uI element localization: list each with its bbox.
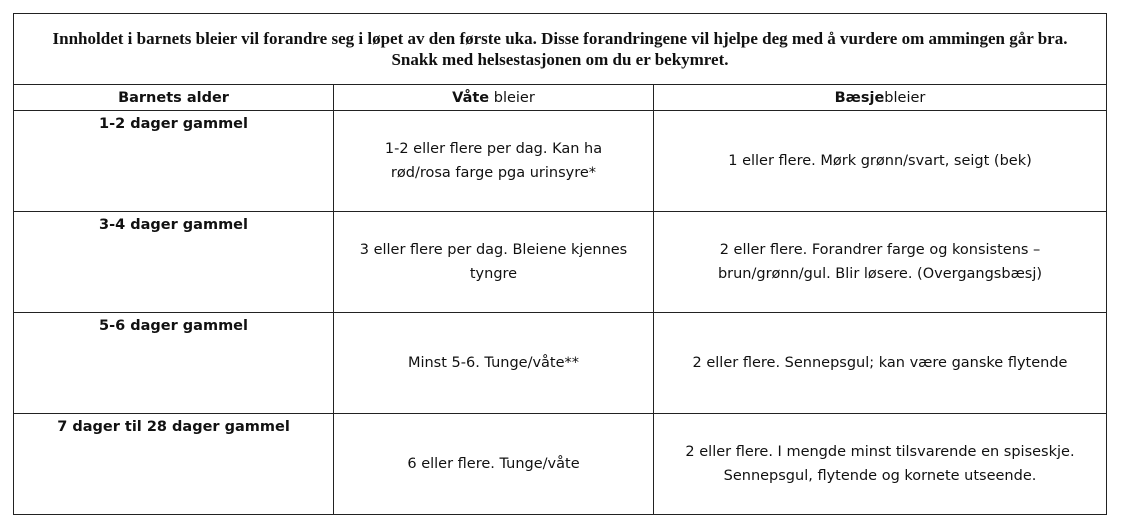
table-row: [14, 313, 1107, 414]
table-row: [14, 414, 1107, 515]
header-age-label: Barnets alder: [118, 89, 229, 106]
stool-text: 2 eller flere. Forandrer farge og konsistens – brun/grønn/gul. Blir løsere. (Overgangsbæsj): [717, 242, 1043, 282]
stool-cell: 1 eller flere. Mørk grønn/svart, seigt (bek): [654, 111, 1107, 212]
header-wet: [334, 85, 654, 111]
header-wet-bold: Våte: [452, 89, 490, 106]
wet-cell: Minst 5-6. Tunge/våte**: [334, 313, 654, 414]
stool-cell: [654, 212, 1107, 313]
age-cell: 7 dager til 28 dager gammel: [14, 414, 334, 515]
stool-cell: 2 eller flere. I mengde minst tilsvarende en spiseskje. Sennepsgul, flytende og kornete utseende.: [654, 414, 1107, 515]
intro-row: [14, 14, 1107, 85]
table-row: [14, 111, 1107, 212]
header-stool-rest: bleier: [884, 89, 926, 106]
header-row: [14, 85, 1107, 111]
age-cell: 1-2 dager gammel: [14, 111, 334, 212]
intro-text: Innholdet i barnets bleier vil forandre seg i løpet av den første uka. Disse forandringene vil hjelpe deg med å vurdere om ammingen går bra. Snakk med helsestasjonen om du er bekymret.: [14, 14, 1107, 85]
header-stool: [654, 85, 1107, 111]
wet-text: 1-2 eller flere per dag. Kan ha rød/rosa farge pga urinsyre*: [384, 141, 603, 181]
wet-cell: 3 eller flere per dag. Bleiene kjennes tyngre: [334, 212, 654, 313]
header-stool-bold: Bæsje: [834, 89, 885, 106]
age-cell: 3-4 dager gammel: [14, 212, 334, 313]
stool-cell: 2 eller flere. Sennepsgul; kan være ganske flytende: [654, 313, 1107, 414]
table-row: [14, 212, 1107, 313]
wet-cell: [334, 111, 654, 212]
age-cell: 5-6 dager gammel: [14, 313, 334, 414]
wet-cell: 6 eller flere. Tunge/våte: [334, 414, 654, 515]
header-age: [14, 85, 334, 111]
diaper-guide-table: [13, 13, 1107, 515]
header-wet-rest: bleier: [489, 89, 535, 106]
